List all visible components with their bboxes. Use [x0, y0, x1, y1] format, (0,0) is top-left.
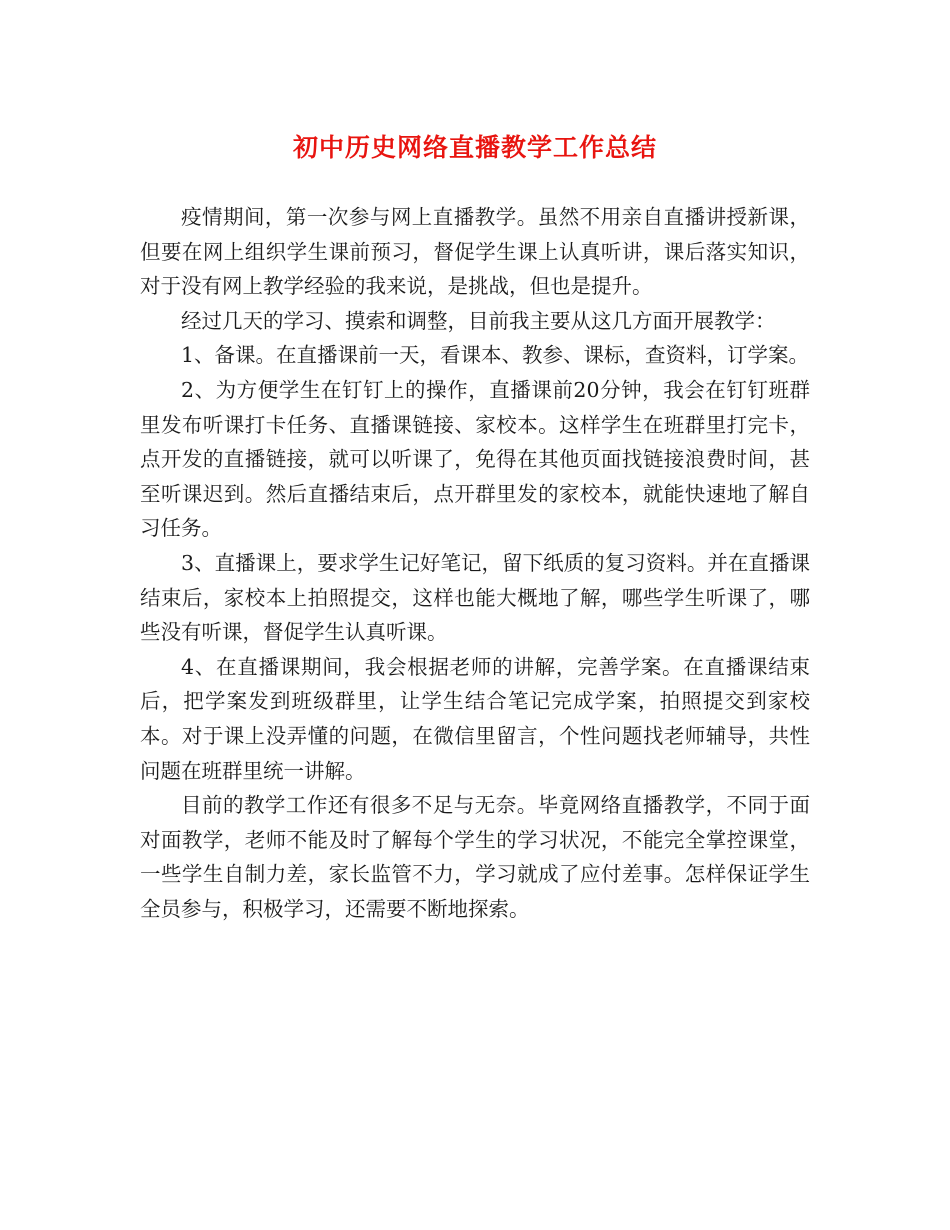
document-title: 初中历史网络直播教学工作总结 [292, 133, 657, 162]
paragraph-intro: 疫情期间，第一次参与网上直播教学。虽然不用亲自直播讲授新课，但要在网上组织学生课前预习，督促学生课上认真听讲，课后落实知识，对于没有网上教学经验的我来说，是挑战，但也是提升。 [140, 205, 810, 299]
paragraph-item-1: 1、备课。在直播课前一天，看课本、教参、课标，查资料，订学案。 [181, 343, 810, 368]
paragraph-overview: 经过几天的学习、摸索和调整，目前我主要从这几方面开展教学： [181, 308, 776, 333]
paragraph-item-2: 2、为方便学生在钉钉上的操作，直播课前20分钟，我会在钉钉班群里发布听课打卡任务、直播课链接、家校本。这样学生在班群里打完卡，点开发的直播链接，就可以听课了，免得在其他页面找链接浪费时间，甚至听课迟到。然后直播结束后，点开群里发的家校本，就能快速地了解自习任务。 [140, 377, 810, 541]
paragraph-item-3: 3、直播课上，要求学生记好笔记，留下纸质的复习资料。并在直播课结束后，家校本上拍照提交，这样也能大概地了解，哪些学生听课了，哪些没有听课，督促学生认真听课。 [140, 550, 810, 645]
document-body [140, 200, 810, 926]
paragraph-conclusion: 目前的教学工作还有很多不足与无奈。毕竟网络直播教学，不同于面对面教学，老师不能及时了解每个学生的学习状况，不能完全掌控课堂，一些学生自制力差，家长监管不力，学习就成了应付差事。怎样保证学生全员参与，积极学习，还需要不断地探索。 [140, 793, 810, 921]
paragraph-item-4: 4、在直播课期间，我会根据老师的讲解，完善学案。在直播课结束后，把学案发到班级群里，让学生结合笔记完成学案，拍照提交到家校本。对于课上没弄懂的问题，在微信里留言，个性问题找老师辅导，共性问题在班群里统一讲解。 [140, 654, 810, 783]
